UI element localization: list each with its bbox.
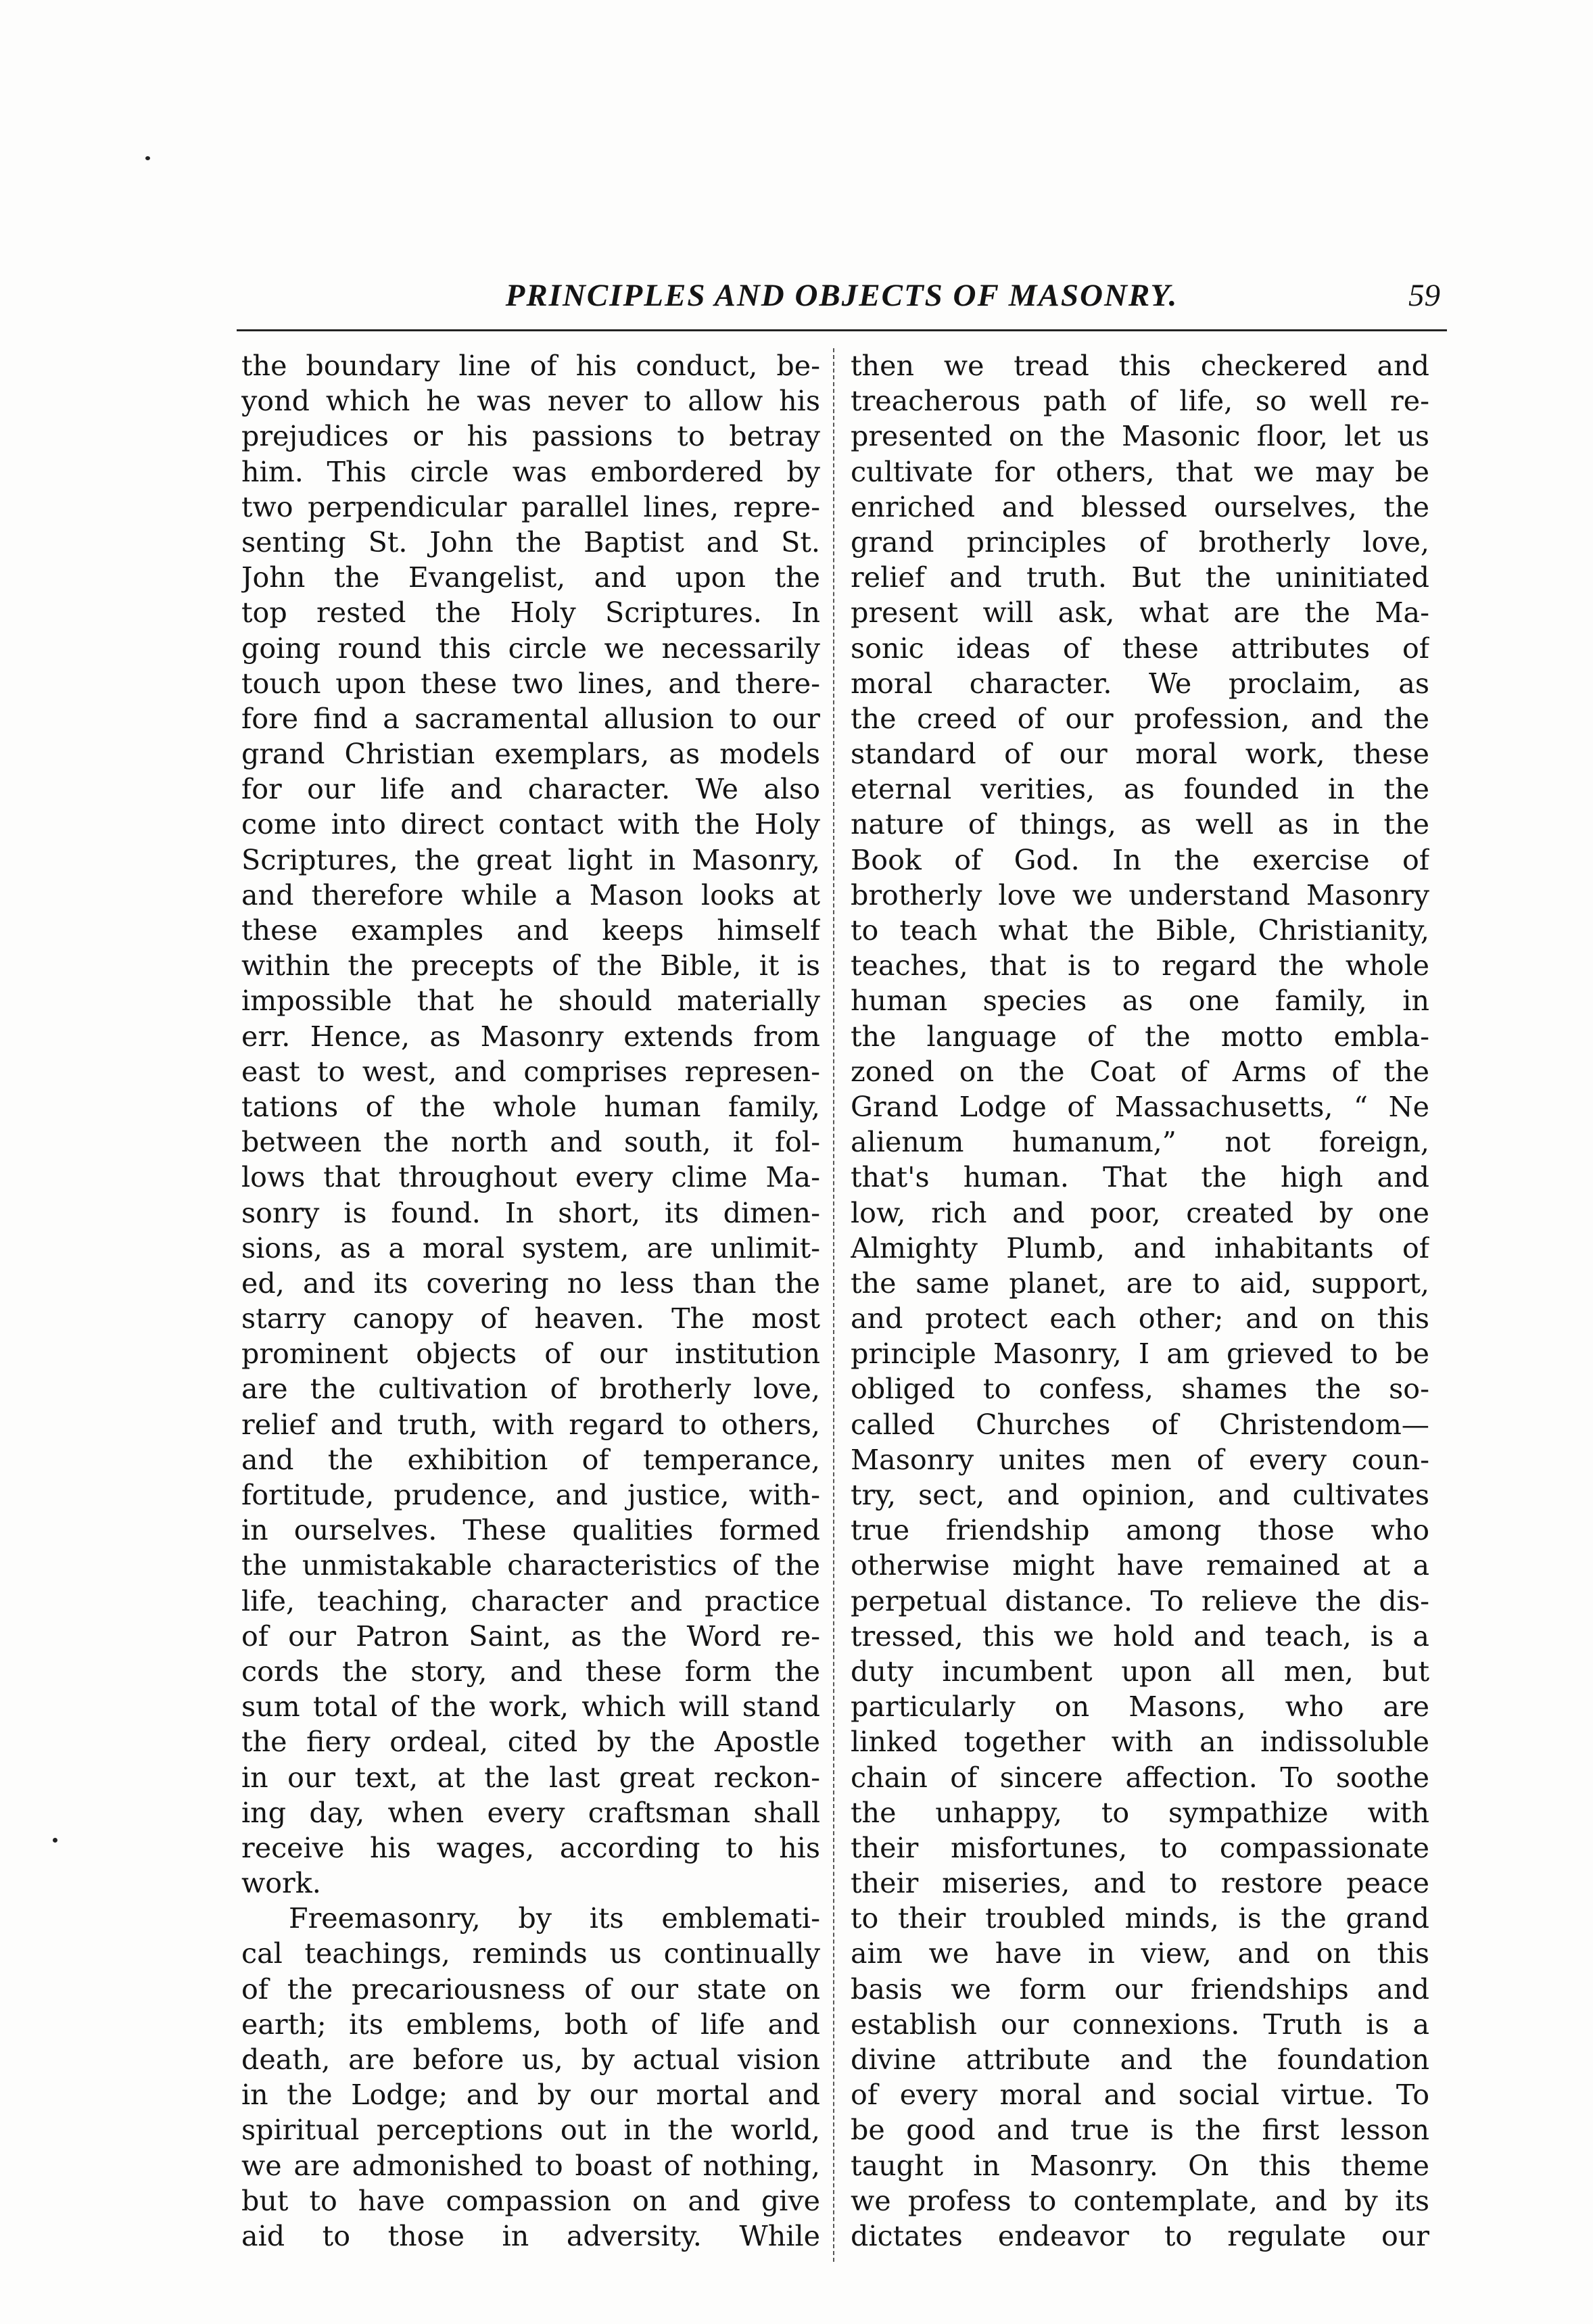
text-line: work. xyxy=(241,1867,321,1900)
text-line: obliged to confess, shames the so- xyxy=(851,1373,1429,1406)
text-line: duty incumbent upon all men, but xyxy=(851,1655,1429,1688)
text-line: death, are before us, by actual vision xyxy=(241,2043,820,2076)
text-line: and protect each other; and on this xyxy=(851,1302,1429,1335)
header-rule xyxy=(237,329,1447,331)
text-line: Book of God. In the exercise of xyxy=(851,843,1429,876)
text-line: otherwise might have remained at a xyxy=(851,1549,1429,1582)
page-header xyxy=(237,277,1447,318)
page-number: 59 xyxy=(1408,278,1440,313)
text-line: the same planet, are to aid, support, xyxy=(851,1266,1429,1300)
text-line: come into direct contact with the Holy xyxy=(241,808,820,841)
text-line: ed, and its covering no less than the xyxy=(241,1266,820,1300)
text-line: we are admonished to boast of nothing, xyxy=(241,2149,820,2182)
text-line: perpetual distance. To relieve the dis- xyxy=(851,1584,1429,1617)
text-line: within the precepts of the Bible, it is xyxy=(241,949,820,982)
text-line: Grand Lodge of Massachusetts, “ Ne xyxy=(851,1090,1429,1123)
text-line: cultivate for others, that we may be xyxy=(851,455,1429,488)
text-line: but to have compassion on and give xyxy=(241,2184,820,2217)
scan-speck xyxy=(53,1838,57,1843)
text-line: tations of the whole human family, xyxy=(241,1090,820,1123)
text-line: touch upon these two lines, and there- xyxy=(241,667,820,700)
text-line: earth; its emblems, both of life and xyxy=(241,2008,820,2041)
text-line: ing day, when every craftsman shall xyxy=(241,1796,820,1829)
text-line: aim we have in view, and on this xyxy=(851,1937,1429,1970)
text-line: the creed of our profession, and the xyxy=(851,702,1429,735)
text-line: tressed, this we hold and teach, is a xyxy=(851,1619,1429,1653)
text-line: in ourselves. These qualities formed xyxy=(241,1514,820,1547)
text-line: in our text, at the last great reckon- xyxy=(241,1761,820,1794)
text-line: two perpendicular parallel lines, repre- xyxy=(241,490,820,523)
right-column xyxy=(851,348,1429,2269)
text-line: Masonry unites men of every coun- xyxy=(851,1443,1429,1476)
text-line: particularly on Masons, who are xyxy=(851,1690,1429,1724)
text-line: relief and truth. But the uninitiated xyxy=(851,561,1429,594)
text-line: of every moral and social virtue. To xyxy=(851,2079,1429,2112)
text-line: brotherly love we understand Masonry xyxy=(851,878,1429,911)
text-line: John the Evangelist, and upon the xyxy=(241,561,820,594)
text-line: basis we form our friendships and xyxy=(851,1972,1429,2006)
text-line: life, teaching, character and practice xyxy=(241,1584,820,1617)
text-line: sonry is found. In short, its dimen- xyxy=(241,1196,820,1229)
text-line: cal teachings, reminds us continually xyxy=(241,1937,820,1970)
text-line: chain of sincere affection. To soothe xyxy=(851,1761,1429,1794)
text-line: low, rich and poor, created by one xyxy=(851,1196,1429,1229)
text-line: linked together with an indissoluble xyxy=(851,1726,1429,1759)
text-line: between the north and south, it fol- xyxy=(241,1126,820,1159)
text-line: these examples and keeps himself xyxy=(241,914,820,947)
text-line: of the precariousness of our state on xyxy=(241,1972,820,2006)
text-line: the fiery ordeal, cited by the Apostle xyxy=(241,1726,820,1759)
text-line: enriched and blessed ourselves, the xyxy=(851,490,1429,523)
text-line: human species as one family, in xyxy=(851,985,1429,1018)
column-divider xyxy=(833,348,834,2262)
text-line: called Churches of Christendom— xyxy=(851,1408,1429,1441)
running-title: PRINCIPLES AND OBJECTS OF MASONRY. xyxy=(505,278,1179,313)
text-line: treacherous path of life, so well re- xyxy=(851,385,1429,418)
text-line: sonic ideas of these attributes of xyxy=(851,632,1429,665)
text-line: prejudices or his passions to betray xyxy=(241,420,820,453)
text-line: moral character. We proclaim, as xyxy=(851,667,1429,700)
text-line: cords the story, and these form the xyxy=(241,1655,820,1688)
text-line: fortitude, prudence, and justice, with- xyxy=(241,1479,820,1511)
text-line: for our life and character. We also xyxy=(241,773,820,806)
left-column xyxy=(241,348,820,2269)
text-line: Scriptures, the great light in Masonry, xyxy=(241,843,820,876)
text-line: prominent objects of our institution xyxy=(241,1337,820,1371)
text-line: relief and truth, with regard to others, xyxy=(241,1408,820,1441)
text-line: teaches, that is to regard the whole xyxy=(851,949,1429,982)
text-line: zoned on the Coat of Arms of the xyxy=(851,1055,1429,1088)
text-line: grand principles of brotherly love, xyxy=(851,525,1429,559)
text-line: the unmistakable characteristics of the xyxy=(241,1549,820,1582)
text-line: be good and true is the first lesson xyxy=(851,2114,1429,2147)
text-line: impossible that he should materially xyxy=(241,985,820,1018)
text-line: then we tread this checkered and xyxy=(851,350,1429,382)
text-line: we profess to contemplate, and by its xyxy=(851,2184,1429,2217)
text-line: and therefore while a Mason looks at xyxy=(241,878,820,911)
text-line: sum total of the work, which will stand xyxy=(241,1690,820,1724)
text-line: that's human. That the high and xyxy=(851,1161,1429,1194)
text-line: and the exhibition of temperance, xyxy=(241,1443,820,1476)
text-line: senting St. John the Baptist and St. xyxy=(241,525,820,559)
text-line: alienum humanum,” not foreign, xyxy=(851,1126,1429,1159)
text-line: eternal verities, as founded in the xyxy=(851,773,1429,806)
text-line: starry canopy of heaven. The most xyxy=(241,1302,820,1335)
text-line: Freemasonry, by its emblemati- xyxy=(289,1902,820,1935)
text-line: lows that throughout every clime Ma- xyxy=(241,1161,820,1194)
scan-speck xyxy=(145,156,150,160)
text-line: in the Lodge; and by our mortal and xyxy=(241,2079,820,2112)
text-line: true friendship among those who xyxy=(851,1514,1429,1547)
text-line: grand Christian exemplars, as models xyxy=(241,738,820,771)
text-line: Almighty Plumb, and inhabitants of xyxy=(851,1231,1429,1264)
text-line: to teach what the Bible, Christianity, xyxy=(851,914,1429,947)
text-line: the language of the motto embla- xyxy=(851,1020,1429,1053)
text-line: sions, as a moral system, are unlimit- xyxy=(241,1231,820,1264)
text-line: their misfortunes, to compassionate xyxy=(851,1831,1429,1864)
text-line: east to west, and comprises represen- xyxy=(241,1055,820,1088)
text-line: the boundary line of his conduct, be- xyxy=(241,350,820,382)
text-line: of our Patron Saint, as the Word re- xyxy=(241,1619,820,1653)
text-line: try, sect, and opinion, and cultivates xyxy=(851,1479,1429,1511)
text-line: establish our connexions. Truth is a xyxy=(851,2008,1429,2041)
text-line: are the cultivation of brotherly love, xyxy=(241,1373,820,1406)
text-line: presented on the Masonic floor, let us xyxy=(851,420,1429,453)
text-line: fore find a sacramental allusion to our xyxy=(241,702,820,735)
text-line: nature of things, as well as in the xyxy=(851,808,1429,841)
text-line: receive his wages, according to his xyxy=(241,1831,820,1864)
text-line: principle Masonry, I am grieved to be xyxy=(851,1337,1429,1371)
text-line: present will ask, what are the Ma- xyxy=(851,596,1429,630)
text-line: divine attribute and the foundation xyxy=(851,2043,1429,2076)
text-line: going round this circle we necessarily xyxy=(241,632,820,665)
text-line: the unhappy, to sympathize with xyxy=(851,1796,1429,1829)
text-line: dictates endeavor to regulate our xyxy=(851,2219,1429,2252)
text-line: taught in Masonry. On this theme xyxy=(851,2149,1429,2182)
text-line: their miseries, and to restore peace xyxy=(851,1867,1429,1900)
text-line: aid to those in adversity. While xyxy=(241,2219,820,2252)
text-line: spiritual perceptions out in the world, xyxy=(241,2114,820,2147)
text-line: to their troubled minds, is the grand xyxy=(851,1902,1429,1935)
text-line: err. Hence, as Masonry extends from xyxy=(241,1020,820,1053)
text-line: him. This circle was embordered by xyxy=(241,455,820,488)
text-line: standard of our moral work, these xyxy=(851,738,1429,771)
text-line: top rested the Holy Scriptures. In xyxy=(241,596,820,630)
text-line: yond which he was never to allow his xyxy=(241,385,820,418)
